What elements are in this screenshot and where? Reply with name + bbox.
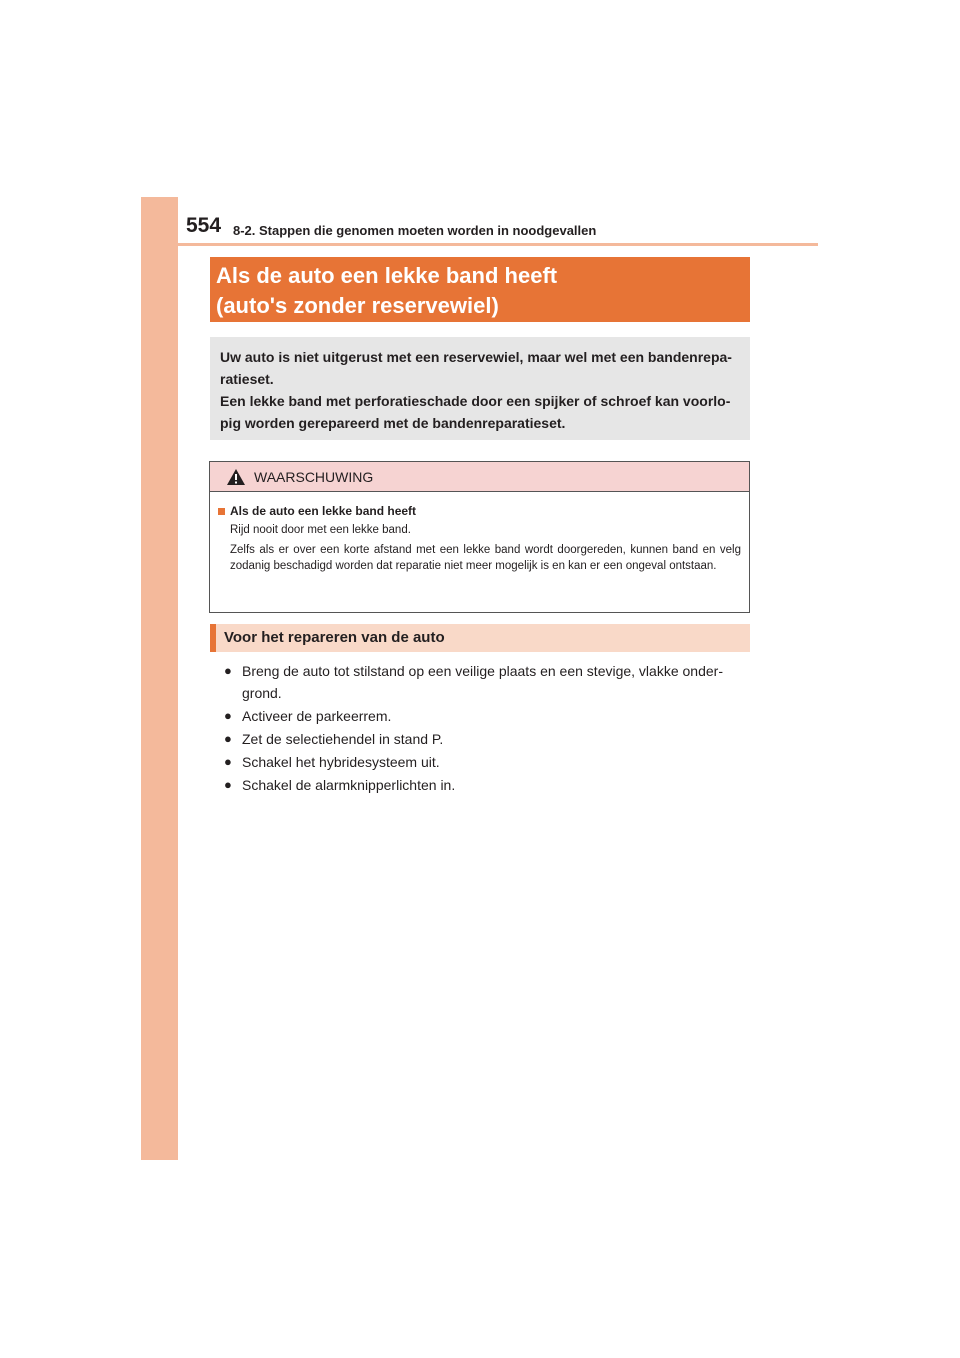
bullet-dot-icon: ● — [224, 777, 232, 792]
warning-paragraph-1: Rijd nooit door met een lekke band. — [230, 524, 411, 536]
warning-triangle-icon — [226, 468, 246, 486]
intro-paragraph-2: Een lekke band met perforatieschade door een spijker of schroef kan voorlo-pig worden gerepareerd met de bandenreparatieset. — [220, 393, 731, 431]
list-item: ● Schakel de alarmknipperlichten in. — [224, 774, 750, 796]
instruction-list — [224, 660, 750, 797]
list-item: ● Activeer de parkeerrem. — [224, 705, 750, 727]
list-item: ● Schakel het hybridesysteem uit. — [224, 751, 750, 773]
header-divider — [141, 243, 818, 246]
page-title-line1: Als de auto een lekke band heeft — [216, 263, 558, 288]
page-title — [210, 257, 750, 322]
bullet-dot-icon: ● — [224, 731, 232, 746]
bullet-dot-icon: ● — [224, 754, 232, 769]
sidebar-tab — [141, 197, 178, 1160]
chapter-title: 8-2. Stappen die genomen moeten worden in noodgevallen — [233, 223, 597, 238]
warning-paragraph-2: Zelfs als er over een korte afstand met een lekke band wordt doorgereden, kunnen band en velg zodanig beschadigd worden dat reparatie niet meer mogelijk is en kan er een ongeval ontstaan. — [230, 544, 741, 572]
warning-subheading — [218, 504, 741, 518]
page-number: 554 — [186, 214, 222, 237]
bullet-dot-icon: ● — [224, 708, 232, 723]
warning-box — [209, 461, 750, 613]
intro-paragraph-1: Uw auto is niet uitgerust met een reservewiel, maar wel met een bandenrepa-ratieset. — [220, 349, 732, 387]
section-heading: Voor het repareren van de auto — [210, 624, 750, 652]
warning-body — [210, 492, 749, 574]
intro-box — [210, 337, 750, 440]
warning-label: WAARSCHUWING — [254, 468, 374, 485]
square-bullet-icon — [218, 508, 225, 515]
bullet-dot-icon: ● — [224, 663, 232, 678]
list-item: ● Zet de selectiehendel in stand P. — [224, 728, 750, 750]
page-title-line2: (auto's zonder reservewiel) — [216, 293, 499, 318]
list-item: ● Breng de auto tot stilstand op een veilige plaats en een stevige, vlakke onder-grond. — [224, 660, 750, 704]
warning-subheading-text: Als de auto een lekke band heeft — [230, 504, 417, 518]
warning-header — [210, 462, 749, 492]
